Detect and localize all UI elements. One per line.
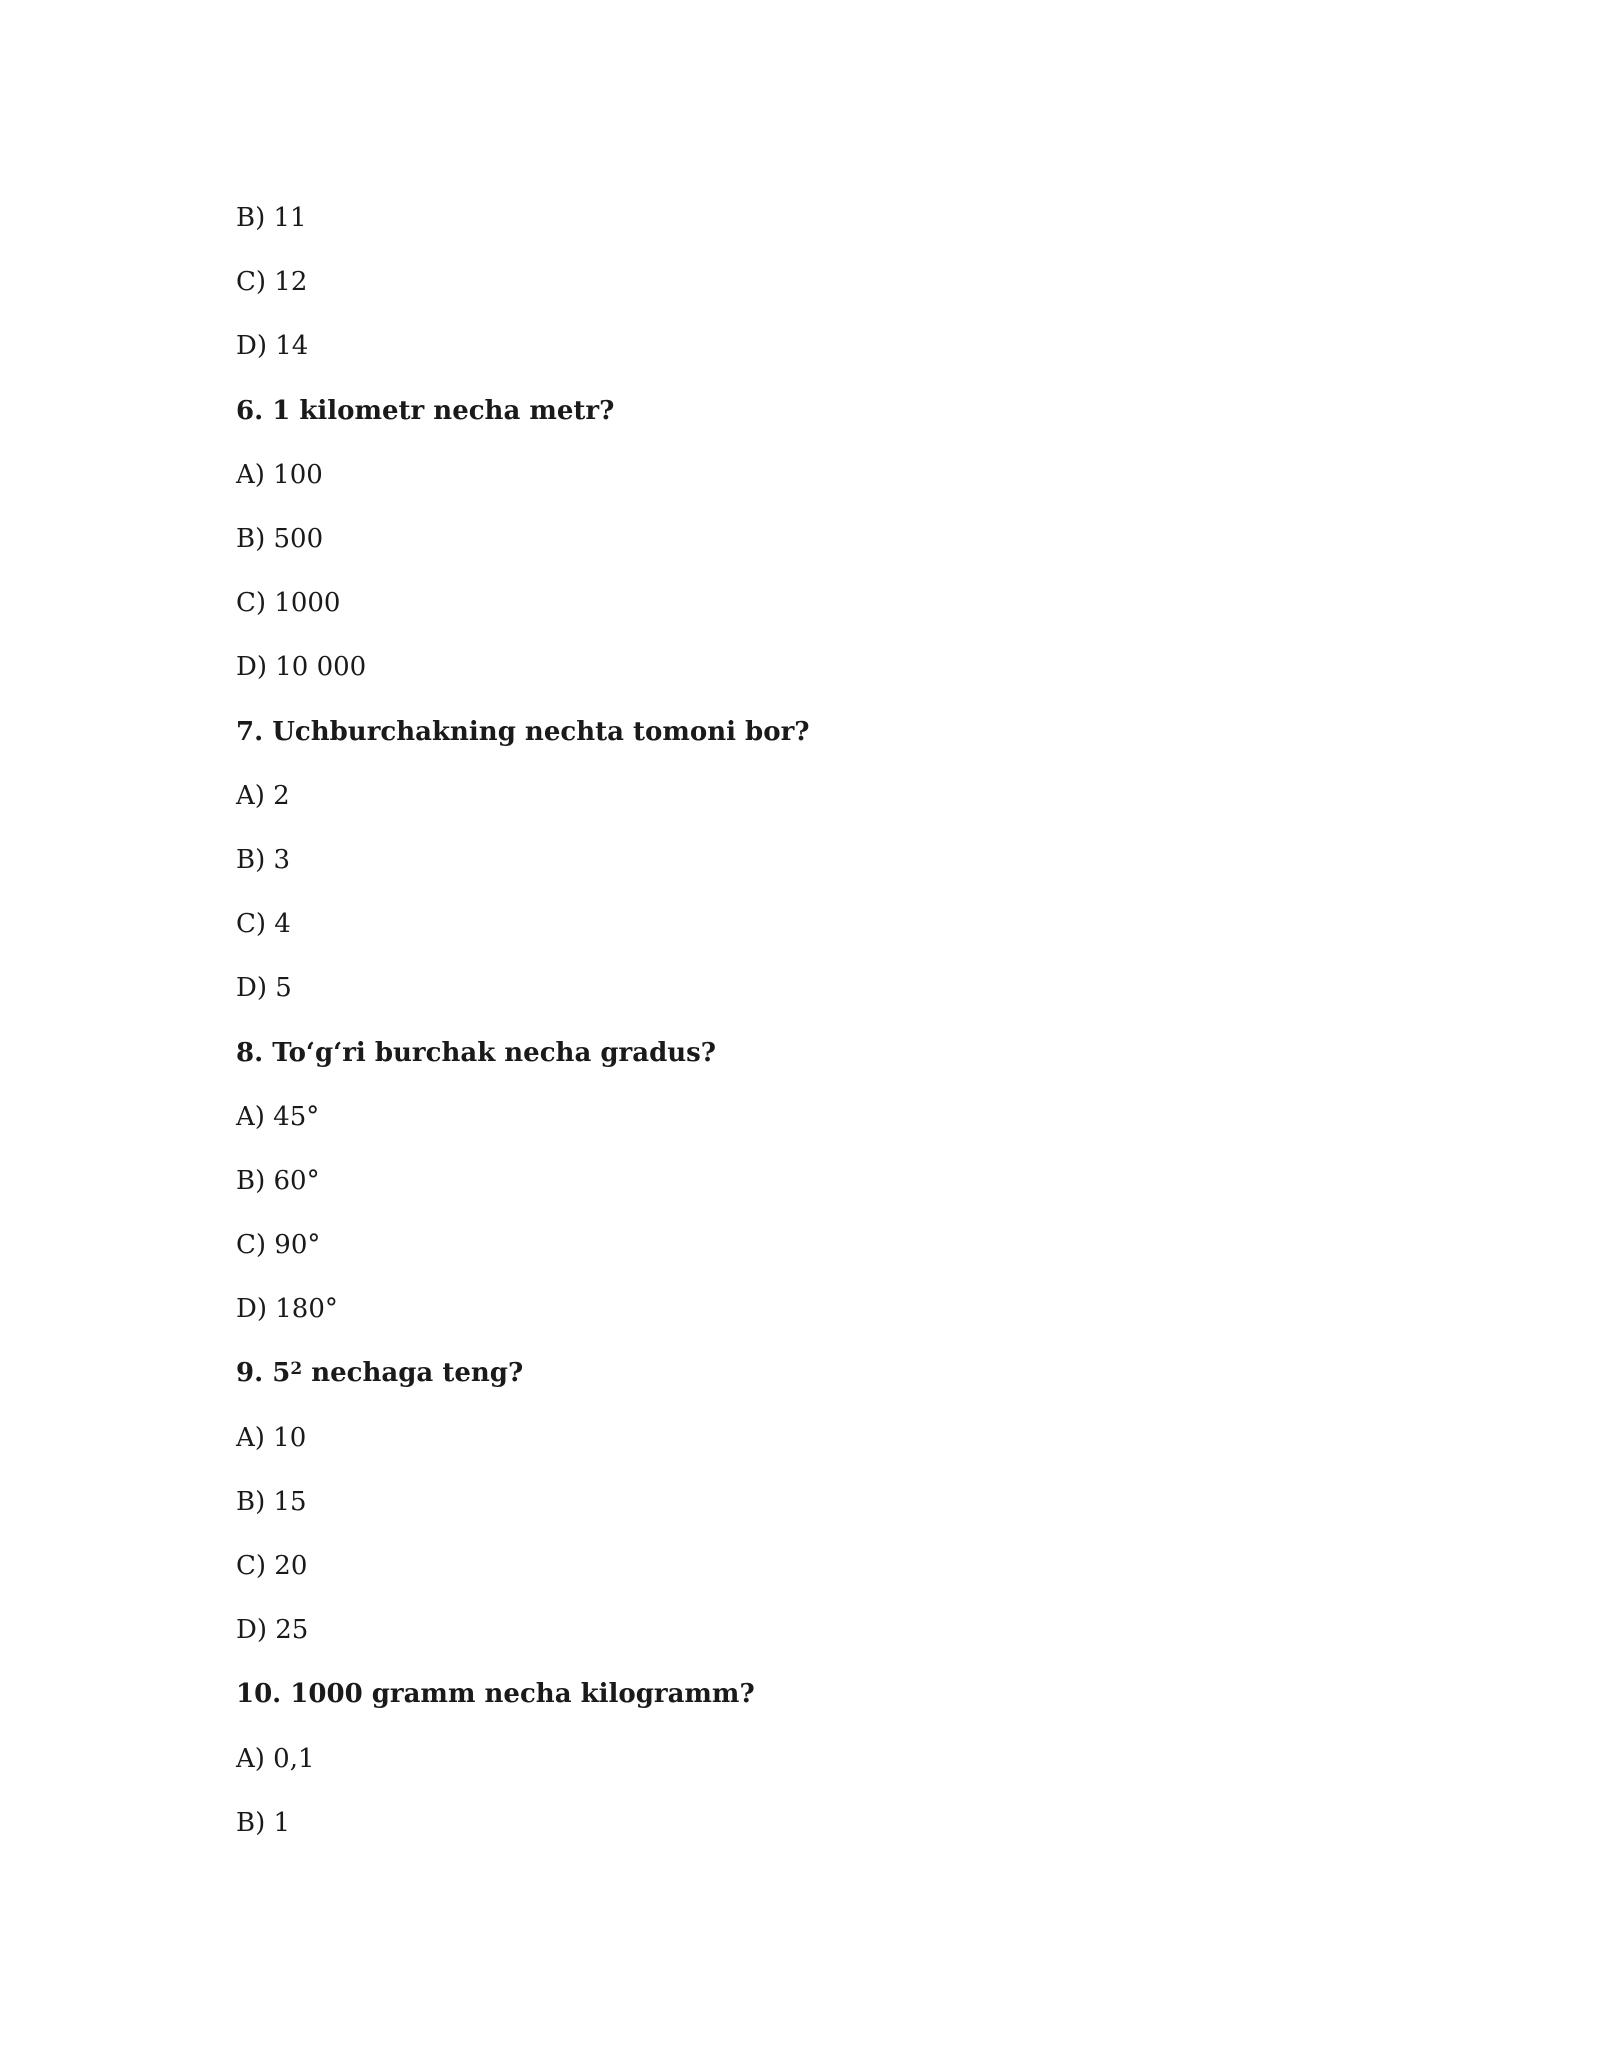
option-q10-a: A) 0,1: [236, 1743, 315, 1774]
option-q9-c: C) 20: [236, 1551, 308, 1582]
option-q8-c: C) 90°: [236, 1230, 321, 1261]
option-q6-d: D) 10 000: [236, 652, 367, 683]
question-7: [236, 700, 1366, 764]
question-10: [236, 1662, 1366, 1726]
option-q9-d: D) 25: [236, 1615, 309, 1646]
option-q7-c: C) 4: [236, 909, 291, 940]
question-9-number: 9.: [236, 1358, 264, 1389]
option-q8-a: A) 45°: [236, 1101, 320, 1132]
option-q7-d: D) 5: [236, 973, 292, 1004]
option-q5-c: C) 12: [236, 267, 308, 298]
option-q5-d: D) 14: [236, 331, 309, 362]
option-q6-c: C) 1000: [236, 588, 341, 619]
question-8: [236, 1020, 1366, 1084]
question-9: [236, 1341, 1366, 1405]
question-6-text: 1 kilometr necha metr?: [272, 395, 615, 426]
option-q5-b: B) 11: [236, 203, 307, 234]
option-q9-b: B) 15: [236, 1486, 307, 1517]
option-q10-b: B) 1: [236, 1807, 291, 1838]
question-7-number: 7.: [236, 716, 264, 747]
option-q6-a: A) 100: [236, 459, 323, 490]
question-6-number: 6.: [236, 395, 264, 426]
question-8-number: 8.: [236, 1037, 264, 1068]
question-8-text: To‘g‘ri burchak necha gradus?: [272, 1037, 717, 1068]
option-q7-a: A) 2: [236, 780, 290, 811]
question-9-exponent: 2: [290, 1358, 303, 1379]
option-q6-b: B) 500: [236, 524, 324, 555]
quiz-content: [236, 186, 1366, 1855]
option-q9-a: A) 10: [236, 1422, 307, 1453]
question-9-text: nechaga teng?: [311, 1358, 524, 1389]
option-q7-b: B) 3: [236, 844, 291, 875]
question-10-text: 1000 gramm necha kilogramm?: [290, 1679, 755, 1710]
question-6: [236, 379, 1366, 443]
question-9-base: 5: [272, 1358, 291, 1389]
option-q8-d: D) 180°: [236, 1294, 338, 1325]
option-q8-b: B) 60°: [236, 1165, 320, 1196]
question-10-number: 10.: [236, 1679, 282, 1710]
question-7-text: Uchburchakning nechta tomoni bor?: [272, 716, 810, 747]
